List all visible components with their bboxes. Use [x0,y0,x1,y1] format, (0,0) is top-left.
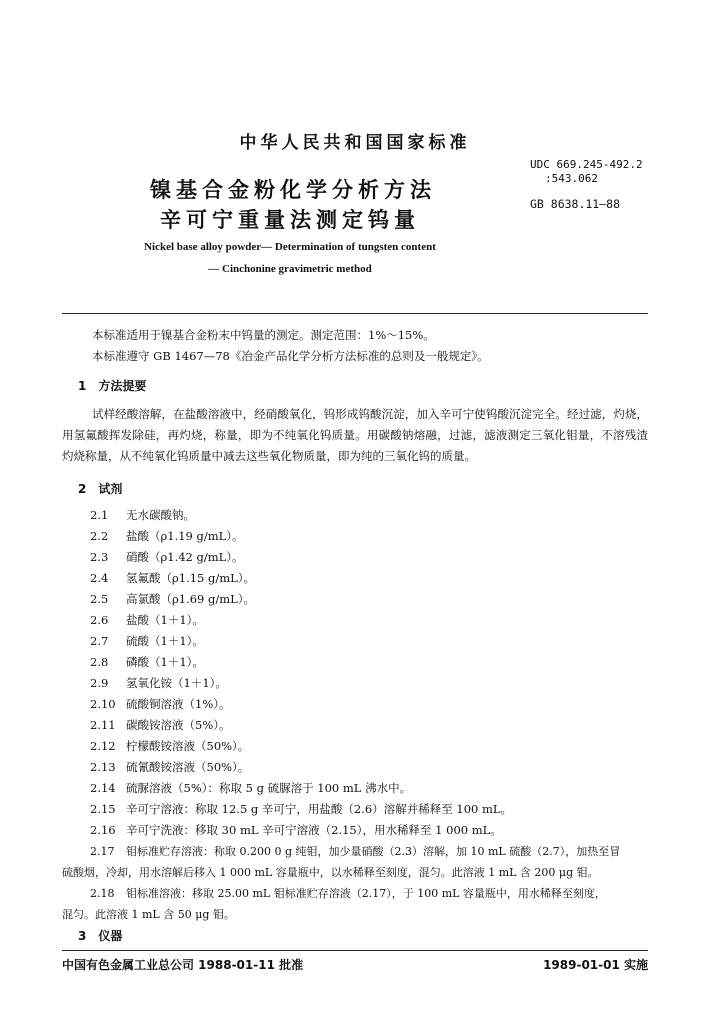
standard-header: 中华人民共和国国家标准 [239,133,471,153]
reagent-item: 2.1 无水碳酸钠。 [90,508,195,522]
scope-paragraph: 本标准适用于镍基合金粉末中钨量的测定。测定范围：1%～15%。 [92,328,435,342]
approval-line: 中国有色金属工业总公司 1988-01-11 批准 [62,958,304,972]
reagent-item: 2.14 硫脲溶液（5%）：称取 5 g 硫脲溶于 100 mL 沸水中。 [90,781,412,795]
reagent-item: 2.9 氢氧化铵（1＋1）。 [90,676,227,690]
reagent-item: 2.15 辛可宁溶液：称取 12.5 g 辛可宁，用盐酸（2.6）溶解并稀释至 100 mL。 [90,802,513,816]
reagent-item: 2.3 硝酸（ρ1.42 g/mL）。 [90,550,244,564]
reagent-item: 2.2 盐酸（ρ1.19 g/mL）。 [90,529,244,543]
reagent-item: 2.12 柠檬酸铵溶液（50%）。 [90,739,250,753]
reagent-item: 2.10 硫酸铜溶液（1%）。 [90,697,231,711]
reagent-item-2-18: 2.18 钼标准溶液：移取 25.00 mL 钼标准贮存溶液（2.17），于 100 mL 容量瓶中，用水稀释至刻度， [90,887,606,900]
reagent-item-2-17-cont: 硫酸烟，冷却，用水溶解后移入 1 000 mL 容量瓶中，以水稀释至刻度，混匀。此溶液 1 mL 含 200 μg 钼。 [62,866,599,879]
section-2-heading: 2 试剂 [78,482,123,496]
section-1-heading: 1 方法提要 [78,379,147,393]
udc-code: UDC 669.245-492.2 [530,158,643,171]
reagent-item: 2.7 硫酸（1＋1）。 [90,634,204,648]
reagent-item: 2.11 碳酸铵溶液（5%）。 [90,718,231,732]
reagent-item: 2.8 磷酸（1＋1）。 [90,655,204,669]
section-1-text: 试样经酸溶解，在盐酸溶液中，经硝酸氧化，钨形成钨酸沉淀，加入辛可宁使钨酸沉淀完全。经过滤，灼烧，用氢氟酸挥发除硅，再灼烧，称量，即为不纯氧化钨质量。用碳酸钠熔融，过滤，滤液测定三氧化钼量，不溶残渣灼烧称量，从不纯氧化钨质量中减去这些氧化物质量，即为纯的三氧化钨的质量。 [62,407,648,463]
reagent-item: 2.6 盐酸（1＋1）。 [90,613,204,627]
implementation-date: 1989-01-01 实施 [543,958,648,972]
reagent-item-2-18-cont: 混匀。此溶液 1 mL 含 50 μg 钼。 [62,908,235,921]
reagent-item: 2.5 高氯酸（ρ1.69 g/mL）。 [90,592,256,606]
title-line2: 辛可宁重量法测定钨量 [160,208,420,232]
footer-rule [62,950,648,951]
udc-code-cont: :543.062 [545,172,598,185]
reagent-item: 2.13 硫氰酸铵溶液（50%）。 [90,760,250,774]
gb-code: GB 8638.11—88 [530,197,621,211]
reagent-item: 2.4 氢氟酸（ρ1.15 g/mL）。 [90,571,256,585]
english-title-line1: Nickel base alloy powder— Determination of tungsten content [144,241,436,253]
section-3-heading: 3 仪器 [78,929,123,943]
reagent-item: 2.16 辛可宁洗液：移取 30 mL 辛可宁溶液（2.15），用水稀释至 1 000 mL。 [90,823,502,837]
reagent-item-2-17: 2.17 钼标准贮存溶液：称取 0.200 0 g 纯钼，加少量硝酸（2.3）溶解，加 10 mL 硫酸（2.7），加热至冒 [90,845,621,858]
compliance-paragraph: 本标准遵守 GB 1467—78《冶金产品化学分析方法标准的总则及一般规定》。 [92,349,489,363]
title-rule [62,313,648,314]
english-title-line2: — Cinchonine gravimetric method [208,263,372,275]
title-line1: 镍基合金粉化学分析方法 [150,178,436,202]
